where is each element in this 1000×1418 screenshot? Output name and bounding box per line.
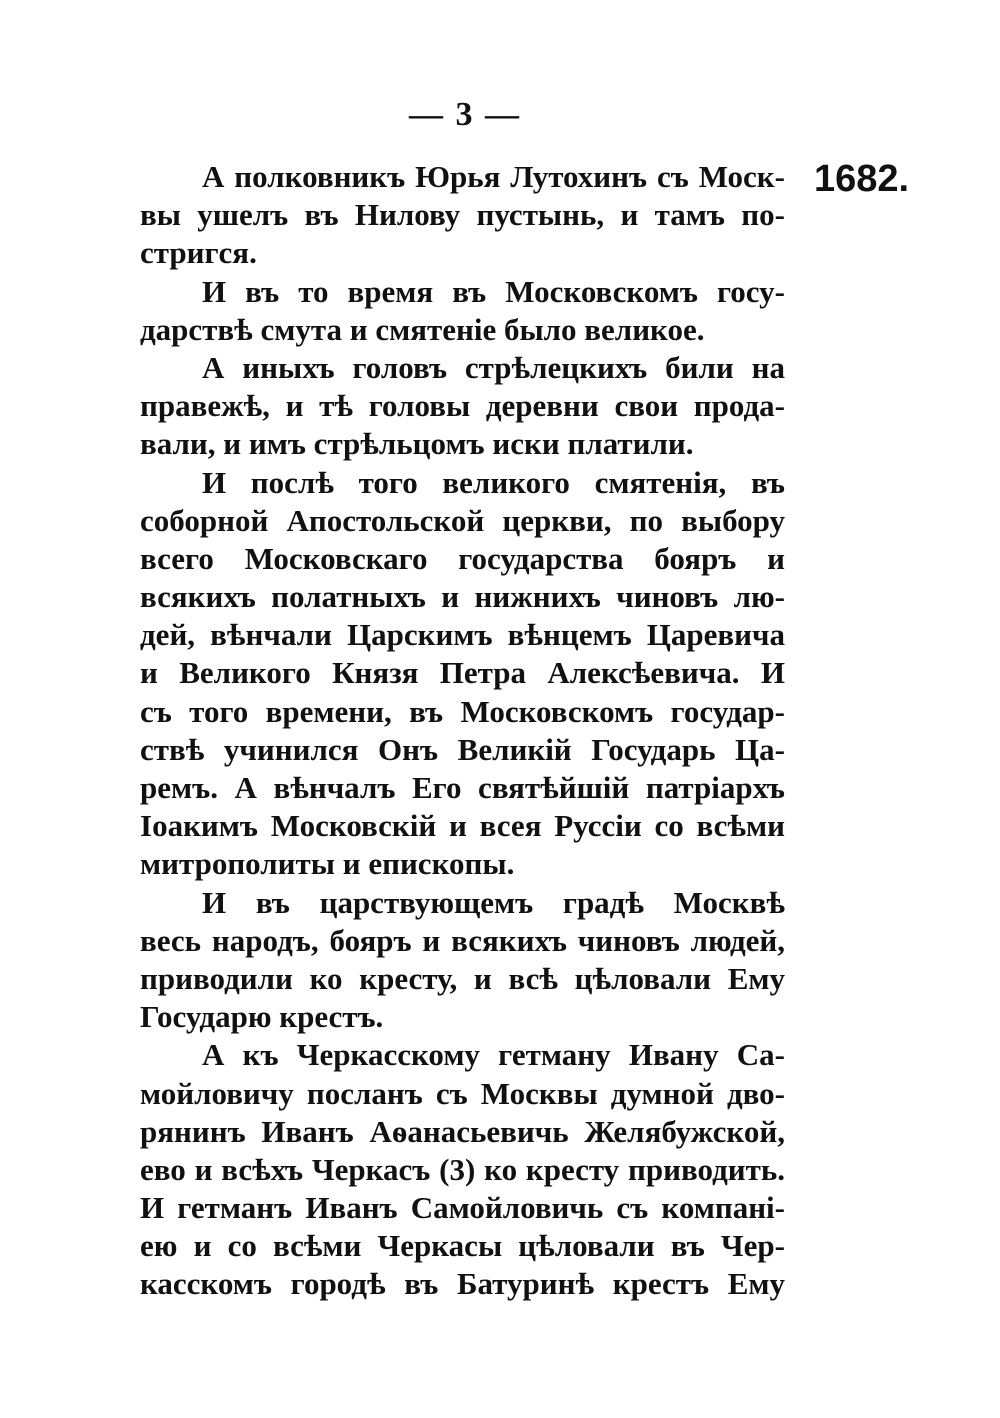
text-line: вы ушелъ въ Нилову пустынь, и тамъ по- [140, 197, 785, 233]
year-marginal-note: 1682. [814, 158, 910, 200]
text-line: и Великого Князя Петра Алексѣевича. И [140, 655, 785, 691]
text-line: ремъ. А вѣнчалъ Его святѣйшій патріархъ [140, 770, 785, 805]
text-line: дей, вѣнчали Царскимъ вѣнцемъ Царевича [140, 617, 785, 653]
text-line: И послѣ того великого смятенія, въ [202, 464, 785, 500]
text-line: всего Московскаго государства бояръ и [140, 540, 785, 576]
text-line: весь народъ, бояръ и всякихъ чиновъ людей, [140, 922, 785, 958]
text-line: правежѣ, и тѣ головы деревни свои прода- [140, 388, 785, 424]
text-line: ствѣ учинился Онъ Великій Государь Ца- [140, 731, 785, 767]
text-line: А полковникъ Юрья Лутохинъ съ Моск- [202, 159, 785, 194]
text-line: мойловичу посланъ съ Москвы думной дво- [140, 1075, 785, 1111]
text-line: соборной Апостольской церкви, по выбору [140, 502, 785, 538]
text-line: рянинъ Иванъ Аѳанасьевичь Желябужской, [140, 1113, 785, 1149]
text-line: И въ царствующемъ градѣ Москвѣ [202, 884, 785, 920]
text-line: Іоакимъ Московскій и всея Руссіи со всѣми [140, 808, 785, 844]
body-text [140, 158, 785, 1304]
text-line: митрополиты и епископы. [140, 846, 515, 882]
text-line: ево и всѣхъ Черкасъ (3) ко кресту приводить. [140, 1151, 785, 1187]
text-line: дарствѣ смута и смятеніе было великое. [140, 311, 705, 347]
text-line: всякихъ полатныхъ и нижнихъ чиновъ лю- [140, 579, 785, 615]
text-line: вали, и имъ стрѣльцомъ иски платили. [140, 426, 694, 462]
text-line: И въ то время въ Московскомъ госу- [202, 273, 785, 309]
text-line: стригся. [140, 235, 257, 271]
text-line: съ того времени, въ Московскомъ государ- [140, 693, 785, 729]
text-line: приводили ко кресту, и всѣ цѣловали Ему [140, 960, 785, 996]
text-line: А иныхъ головъ стрѣлецкихъ били на [202, 349, 785, 385]
text-line: ею и со всѣми Черкасы цѣловали въ Чер- [140, 1228, 785, 1264]
text-line: касскомъ городѣ въ Батуринѣ крестъ Ему [140, 1266, 785, 1302]
text-line: Государю крестъ. [140, 999, 384, 1035]
text-line: И гетманъ Иванъ Самойловичь съ компані- [140, 1190, 785, 1226]
text-line: А къ Черкасскому гетману Ивану Са- [202, 1037, 785, 1073]
page-number: — 3 — [409, 96, 521, 133]
